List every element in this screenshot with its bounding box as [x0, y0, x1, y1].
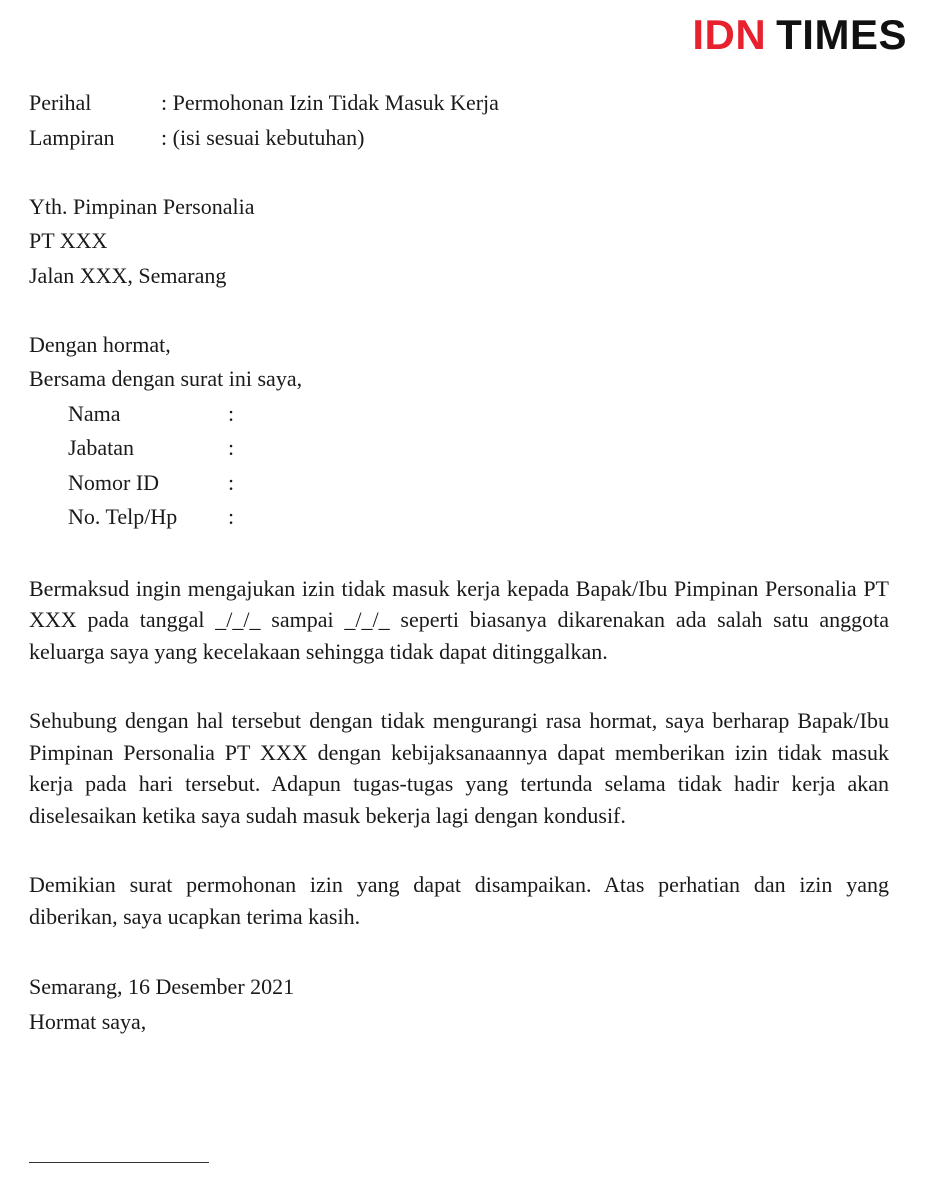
- identity-block: [29, 397, 889, 535]
- letter-body: [29, 86, 889, 1039]
- attachment-value: : (isi sesuai kebutuhan): [161, 124, 365, 150]
- identity-colon: :: [228, 435, 235, 460]
- signature-line: [29, 1162, 209, 1163]
- paragraph-closing: Demikian surat permohonan izin yang dapat disampaikan. Atas perhatian dan izin yang diberikan, saya ucapkan terima kasih.: [29, 872, 889, 929]
- identity-row-phone: [68, 500, 889, 535]
- identity-row-name: [68, 397, 889, 432]
- greeting: Dengan hormat,: [29, 331, 171, 357]
- identity-label: Nomor ID: [68, 469, 160, 495]
- identity-colon: :: [228, 469, 235, 495]
- attachment-label: Lampiran: [29, 124, 115, 150]
- recipient-line-1: Yth. Pimpinan Personalia: [29, 193, 255, 219]
- identity-label: Nama: [68, 400, 121, 426]
- subject-value: : Permohonan Izin Tidak Masuk Kerja: [161, 90, 499, 115]
- recipient-line-2: PT XXX: [29, 228, 108, 253]
- subject-row: [29, 86, 889, 121]
- identity-colon: :: [228, 400, 235, 426]
- paragraph-request: Bermaksud ingin mengajukan izin tidak masuk kerja kepada Bapak/Ibu Pimpinan Personalia PT XXX pada tanggal _/_/_ sampai _/_/_ seperti biasanya dikarenakan ada salah satu anggota keluarga saya yang kecelakaan sehingga tidak dapat ditinggalkan.: [29, 575, 889, 664]
- identity-label: Jabatan: [68, 435, 134, 460]
- identity-row-position: [68, 431, 889, 466]
- intro-line: Bersama dengan surat ini saya,: [29, 366, 303, 391]
- identity-colon: :: [228, 504, 235, 529]
- logo-idn-text: IDN: [692, 11, 767, 58]
- idn-times-logo: [692, 11, 907, 58]
- recipient-line-3: Jalan XXX, Semarang: [29, 262, 227, 288]
- paragraph-hope: Sehubung dengan hal tersebut dengan tidak mengurangi rasa hormat, saya berharap Bapak/Ibu Pimpinan Personalia PT XXX dengan kebijaksanaannya dapat memberikan izin tidak masuk kerja pada hari tersebut. Adapun tugas-tugas yang tertunda selama tidak hadir kerja akan diselesaikan ketika saya sudah masuk bekerja lagi dengan kondusif.: [29, 708, 889, 828]
- identity-label: No. Telp/Hp: [68, 504, 178, 529]
- logo-times-text: TIMES: [776, 11, 907, 58]
- closing-salutation: Hormat saya,: [29, 1008, 147, 1034]
- subject-label: Perihal: [29, 90, 92, 115]
- attachment-row: [29, 121, 889, 156]
- identity-row-id-number: [68, 466, 889, 501]
- place-date: Semarang, 16 Desember 2021: [29, 974, 295, 999]
